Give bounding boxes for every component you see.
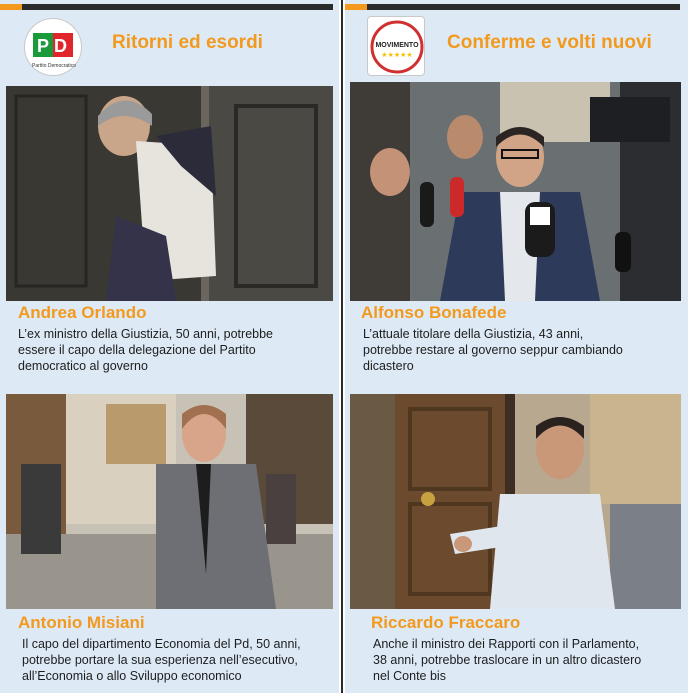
andrea-orlando-photo bbox=[6, 86, 333, 301]
desc-line: dicastero bbox=[363, 359, 414, 373]
right-column bbox=[345, 0, 688, 693]
left-section-title: Ritorni ed esordi bbox=[112, 32, 263, 53]
left-header bbox=[6, 14, 333, 82]
desc-line: essere il capo della delegazione del Partito bbox=[18, 343, 256, 357]
desc-line: L’attuale titolare della Giustizia, 43 anni, bbox=[363, 327, 584, 341]
left-column bbox=[0, 0, 339, 693]
desc-line: 38 anni, potrebbe traslocare in un altro dicastero bbox=[373, 653, 642, 667]
card-desc-antonio-misiani bbox=[22, 636, 301, 684]
svg-text:D: D bbox=[54, 36, 67, 56]
right-header bbox=[351, 14, 682, 82]
card-desc-riccardo-fraccaro bbox=[373, 636, 641, 684]
alfonso-bonafede-photo bbox=[350, 82, 681, 301]
left-top-accent bbox=[0, 4, 22, 10]
card-name-andrea-orlando: Andrea Orlando bbox=[18, 303, 147, 322]
m5s-logo-icon bbox=[367, 16, 425, 76]
card-name-alfonso-bonafede: Alfonso Bonafede bbox=[361, 303, 507, 322]
desc-line: all’Economia o allo Sviluppo economico bbox=[22, 669, 242, 683]
svg-text:Partito Democratico: Partito Democratico bbox=[32, 63, 76, 69]
desc-line: potrebbe restare al governo seppur cambiando bbox=[363, 343, 623, 357]
card-desc-alfonso-bonafede bbox=[363, 326, 623, 374]
card-desc-andrea-orlando bbox=[18, 326, 273, 374]
desc-line: L’ex ministro della Giustizia, 50 anni, potrebbe bbox=[18, 327, 274, 341]
desc-line: Il capo del dipartimento Economia del Pd, 50 anni, bbox=[22, 637, 301, 651]
riccardo-fraccaro-photo bbox=[350, 394, 681, 609]
card-name-riccardo-fraccaro: Riccardo Fraccaro bbox=[371, 613, 521, 632]
right-top-accent bbox=[345, 4, 367, 10]
svg-text:P: P bbox=[37, 36, 50, 56]
antonio-misiani-photo bbox=[6, 394, 333, 609]
card-name-antonio-misiani: Antonio Misiani bbox=[18, 613, 145, 632]
pd-logo-icon bbox=[24, 18, 82, 76]
svg-text:MOVIMENTO: MOVIMENTO bbox=[375, 42, 419, 49]
desc-line: potrebbe portare la sua esperienza nell’esecutivo, bbox=[22, 653, 298, 667]
svg-text:★★★★★: ★★★★★ bbox=[381, 51, 413, 59]
desc-line: democratico al governo bbox=[18, 359, 148, 373]
column-divider-line bbox=[341, 0, 343, 693]
desc-line: Anche il ministro dei Rapporti con il Parlamento, bbox=[373, 637, 640, 651]
left-top-rule bbox=[0, 4, 333, 10]
desc-line: nel Conte bis bbox=[373, 669, 446, 683]
right-section-title: Conferme e volti nuovi bbox=[447, 32, 652, 53]
right-top-rule bbox=[345, 4, 680, 10]
